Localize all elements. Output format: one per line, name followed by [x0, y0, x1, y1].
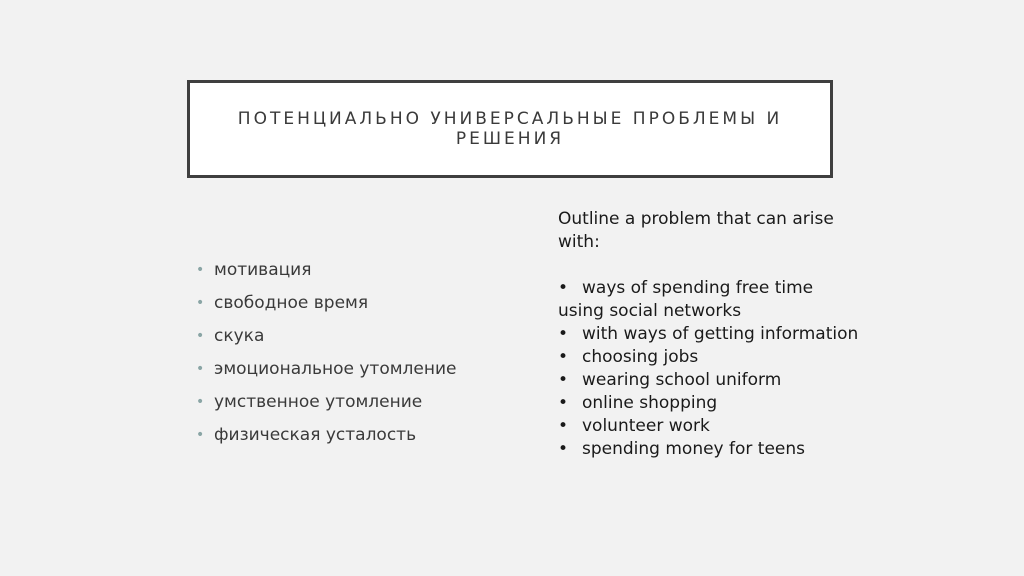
- right-text-block: [558, 208, 918, 461]
- left-bullet-list: [196, 259, 516, 457]
- right-item-text: with ways of getting information: [582, 324, 859, 344]
- list-item: [196, 259, 516, 282]
- list-item: [196, 424, 516, 447]
- list-item-text: мотивация: [214, 260, 312, 280]
- right-item: [558, 438, 918, 461]
- bullet-icon: •: [558, 393, 569, 413]
- right-item: [558, 323, 918, 346]
- list-item-text: умственное утомление: [214, 392, 423, 412]
- bullet-icon: •: [558, 370, 569, 390]
- list-item-text: физическая усталость: [214, 425, 417, 445]
- right-item-text: volunteer work: [582, 416, 710, 436]
- bullet-icon: •: [558, 347, 569, 367]
- spacer: [558, 254, 918, 277]
- list-item: [196, 325, 516, 348]
- bullet-icon: •: [196, 295, 205, 311]
- bullet-icon: •: [558, 278, 569, 298]
- bullet-icon: •: [196, 262, 205, 278]
- bullet-icon: •: [196, 328, 205, 344]
- right-item: [558, 369, 918, 392]
- bullet-icon: •: [558, 439, 569, 459]
- right-item-text: online shopping: [582, 393, 718, 413]
- list-item-text: эмоциональное утомление: [214, 359, 457, 379]
- intro-text-line-1: Outline a problem that can arise: [558, 209, 834, 229]
- right-item-text: ways of spending free time: [582, 278, 814, 298]
- bullet-icon: •: [558, 324, 569, 344]
- right-item-text: spending money for teens: [582, 439, 806, 459]
- right-item: [558, 392, 918, 415]
- bullet-icon: •: [196, 361, 205, 377]
- right-item-text: choosing jobs: [582, 347, 699, 367]
- title-box: [187, 80, 833, 178]
- right-item-continuation: using social networks: [558, 301, 742, 321]
- list-item-text: скука: [214, 326, 265, 346]
- intro-text-line-2: with:: [558, 232, 600, 252]
- bullet-icon: •: [196, 394, 205, 410]
- bullet-icon: •: [558, 416, 569, 436]
- list-item: [196, 358, 516, 381]
- right-item: [558, 346, 918, 369]
- list-item: [196, 391, 516, 414]
- list-item-text: свободное время: [214, 293, 369, 313]
- list-item: [196, 292, 516, 315]
- slide-title: ПОТЕНЦИАЛЬНО УНИВЕРСАЛЬНЫЕ ПРОБЛЕМЫ И РЕШЕНИЯ: [237, 109, 783, 149]
- bullet-icon: •: [196, 427, 205, 443]
- right-item: [558, 415, 918, 438]
- right-item: [558, 277, 918, 300]
- right-item-text: wearing school uniform: [582, 370, 782, 390]
